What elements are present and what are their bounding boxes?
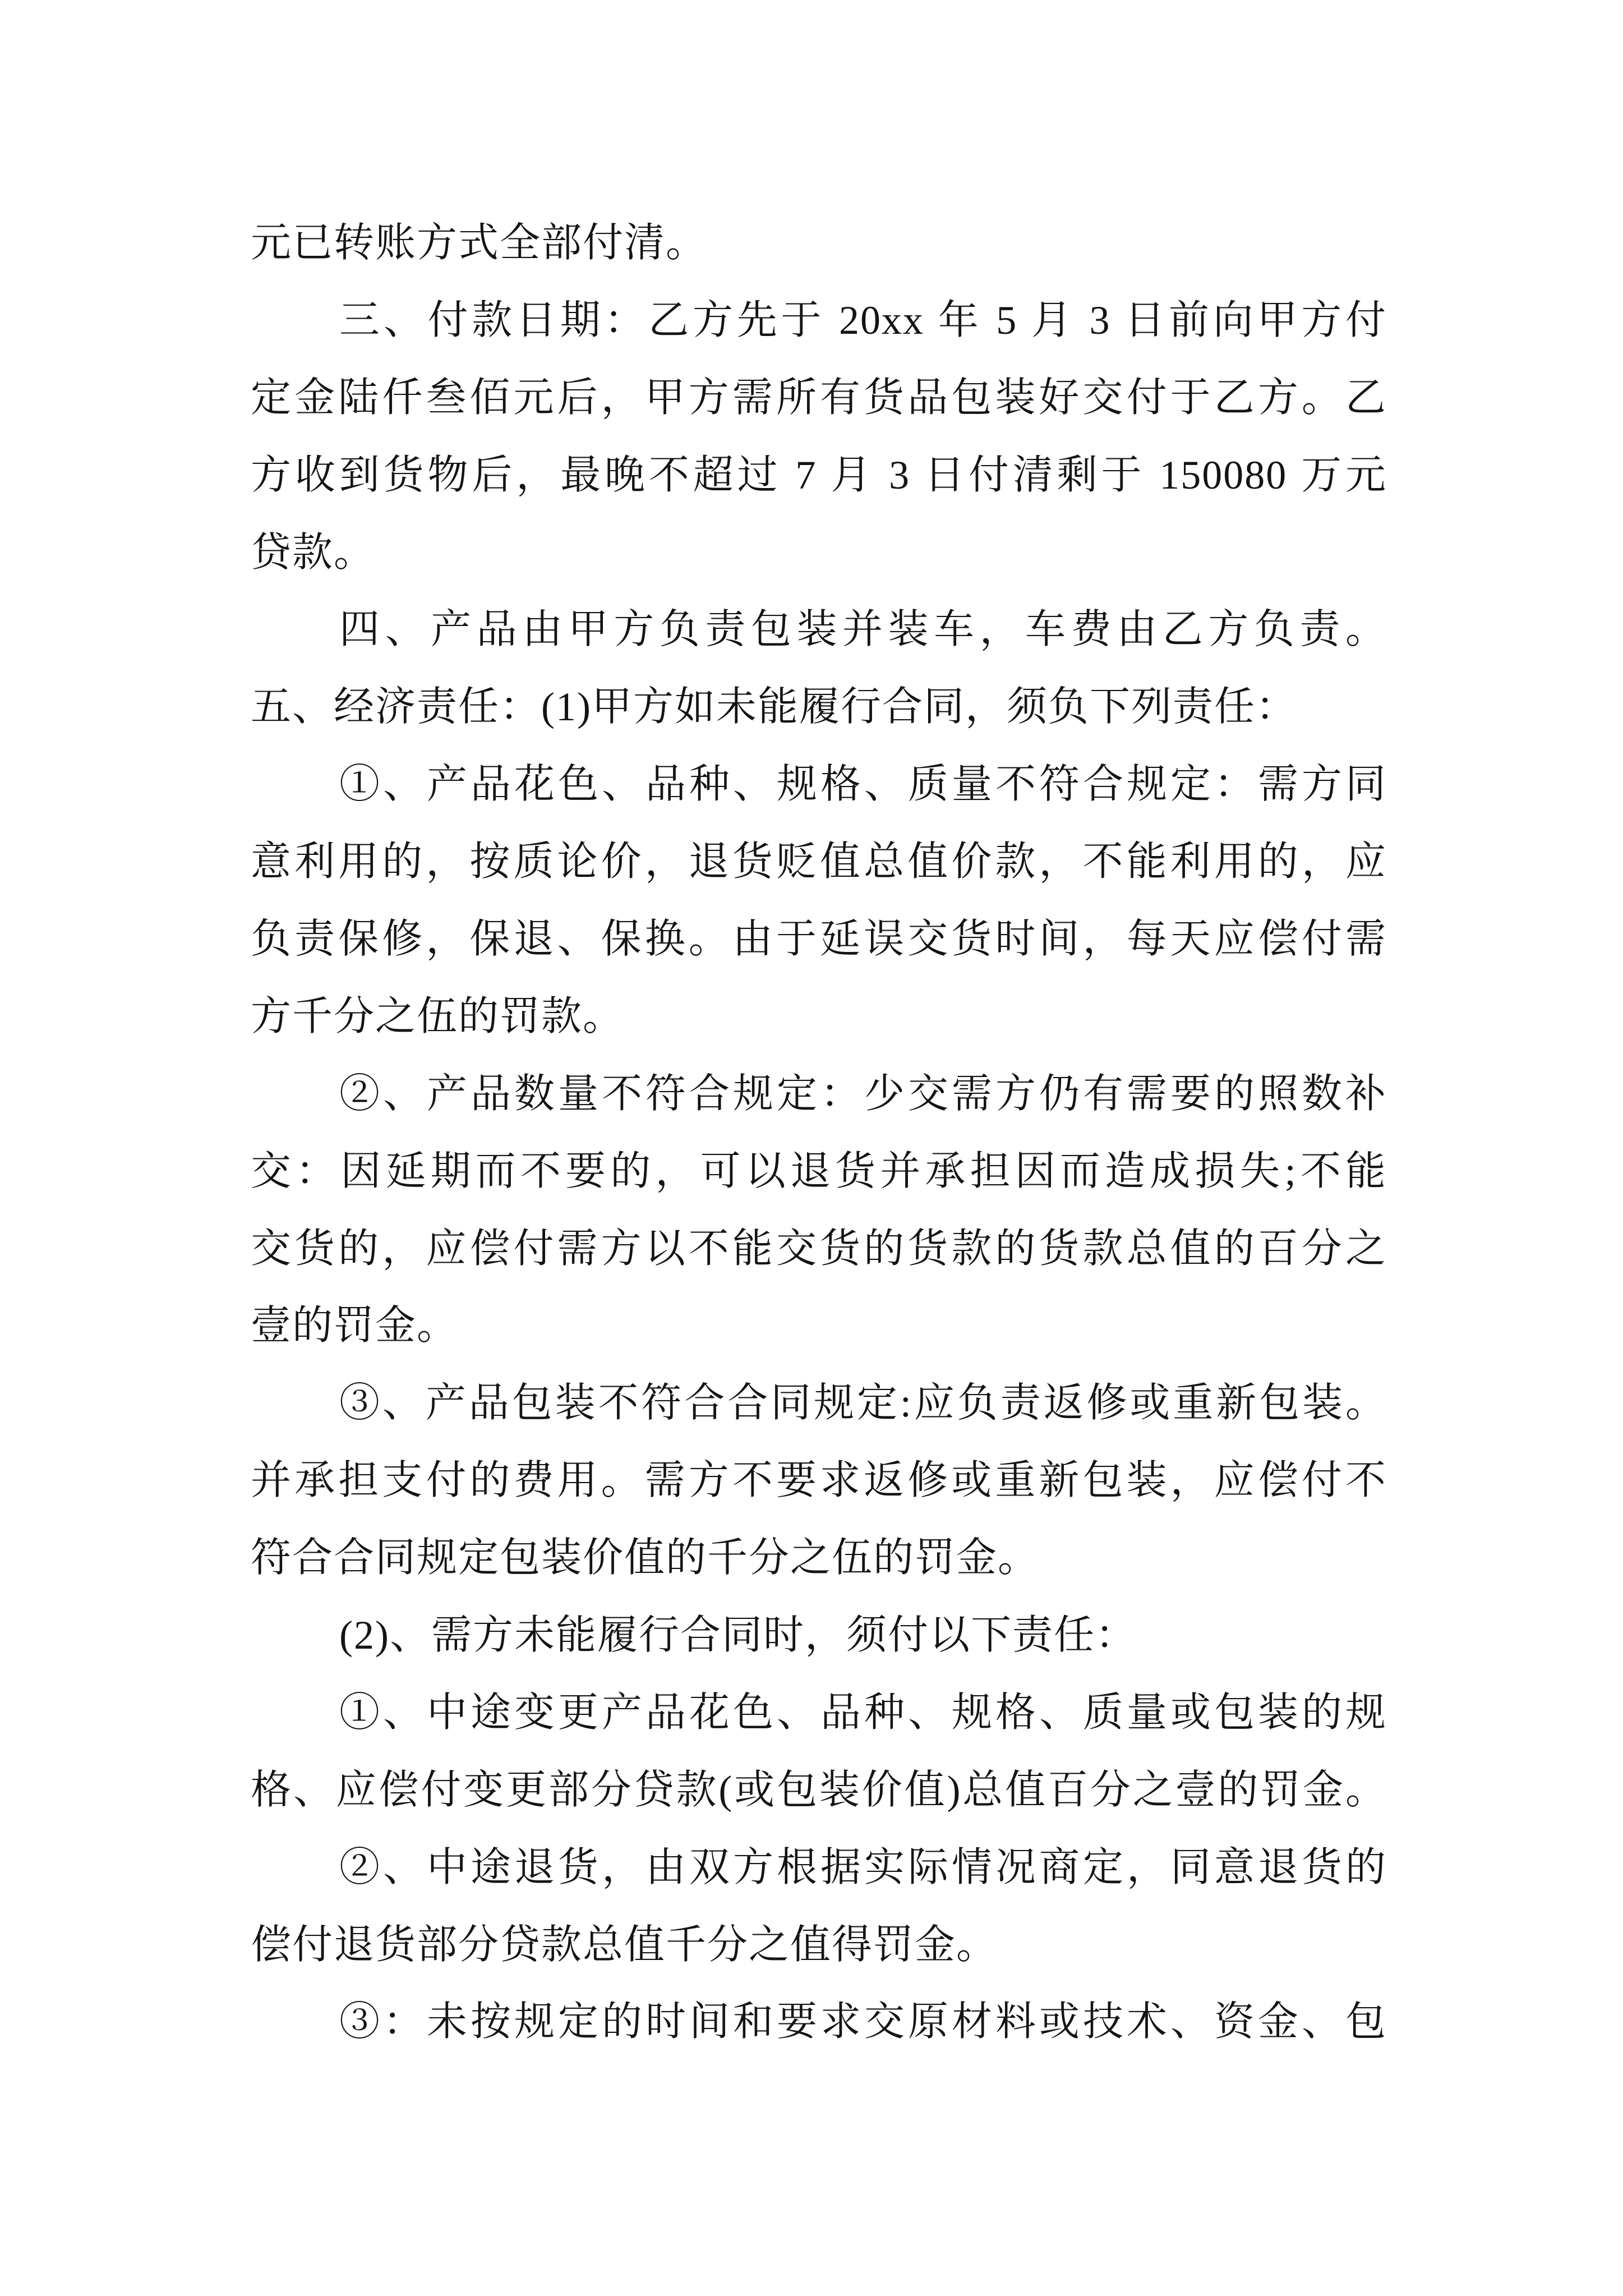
paragraph-seller-item-1 bbox=[251, 746, 1387, 1056]
text-line: ②、产品数量不符合规定：少交需方仍有需要的照数补 bbox=[339, 1071, 1387, 1116]
text-line: ②、中途退货，由双方根据实际情况商定，同意退货的 bbox=[339, 1844, 1387, 1890]
text-line: 并承担支付的费用。需方不要求返修或重新包装，应偿付不 bbox=[251, 1458, 1387, 1503]
paragraph-payment-done bbox=[251, 205, 1387, 282]
paragraph-buyer-liability bbox=[251, 1597, 1387, 1674]
text-line: 贷款。 bbox=[251, 530, 376, 575]
text-line: 壹的罚金。 bbox=[251, 1303, 459, 1349]
text-line: ①、中途变更产品花色、品种、规格、质量或包装的规 bbox=[339, 1690, 1387, 1735]
paragraph-payment-date bbox=[251, 282, 1387, 592]
text-line: 交：因延期而不要的，可以退货并承担因而造成损失;不能 bbox=[251, 1148, 1387, 1194]
text-line: 符合合同规定包装价值的千分之伍的罚金。 bbox=[251, 1535, 1040, 1581]
text-line: 三、付款日期：乙方先于 20xx 年 5 月 3 日前向甲方付 bbox=[339, 297, 1387, 343]
text-line: 定金陆仟叁佰元后，甲方需所有货品包装好交付于乙方。乙 bbox=[251, 375, 1387, 420]
paragraph-buyer-item-2 bbox=[251, 1829, 1387, 1984]
text-line: 偿付退货部分贷款总值千分之值得罚金。 bbox=[251, 1922, 998, 1967]
text-line: 方千分之伍的罚款。 bbox=[251, 993, 625, 1039]
paragraph-seller-item-3 bbox=[251, 1365, 1387, 1597]
document-body bbox=[251, 205, 1387, 2061]
text-line: 五、经济责任：(1)甲方如未能履行合同，须负下列责任： bbox=[251, 684, 1297, 730]
text-line: ①、产品花色、品种、规格、质量不符合规定：需方同 bbox=[339, 762, 1387, 807]
text-line: ③：未按规定的时间和要求交原材料或技术、资金、包 bbox=[339, 1999, 1387, 2045]
paragraph-seller-item-2 bbox=[251, 1056, 1387, 1365]
text-line: ③、产品包装不符合合同规定:应负责返修或重新包装。 bbox=[339, 1381, 1387, 1426]
paragraph-economic-liability bbox=[251, 669, 1387, 746]
paragraph-packaging bbox=[251, 591, 1387, 669]
text-line: 元已转账方式全部付清。 bbox=[251, 220, 708, 265]
paragraph-buyer-item-3 bbox=[251, 1984, 1387, 2061]
text-line: 交货的，应偿付需方以不能交货的货款的货款总值的百分之 bbox=[251, 1226, 1387, 1271]
text-line: 格、应偿付变更部分贷款(或包装价值)总值百分之壹的罚金。 bbox=[251, 1767, 1387, 1812]
text-line: 意利用的，按质论价，退货贬值总值价款，不能利用的，应 bbox=[251, 839, 1387, 885]
text-line: 四、产品由甲方负责包装并装车，车费由乙方负责。 bbox=[339, 607, 1387, 652]
paragraph-buyer-item-1 bbox=[251, 1674, 1387, 1829]
text-line: (2)、需方未能履行合同时，须付以下责任： bbox=[339, 1613, 1137, 1658]
text-line: 方收到货物后，最晚不超过 7 月 3 日付清剩于 150080 万元 bbox=[251, 452, 1387, 498]
text-line: 负责保修，保退、保换。由于延误交货时间，每天应偿付需 bbox=[251, 917, 1387, 962]
